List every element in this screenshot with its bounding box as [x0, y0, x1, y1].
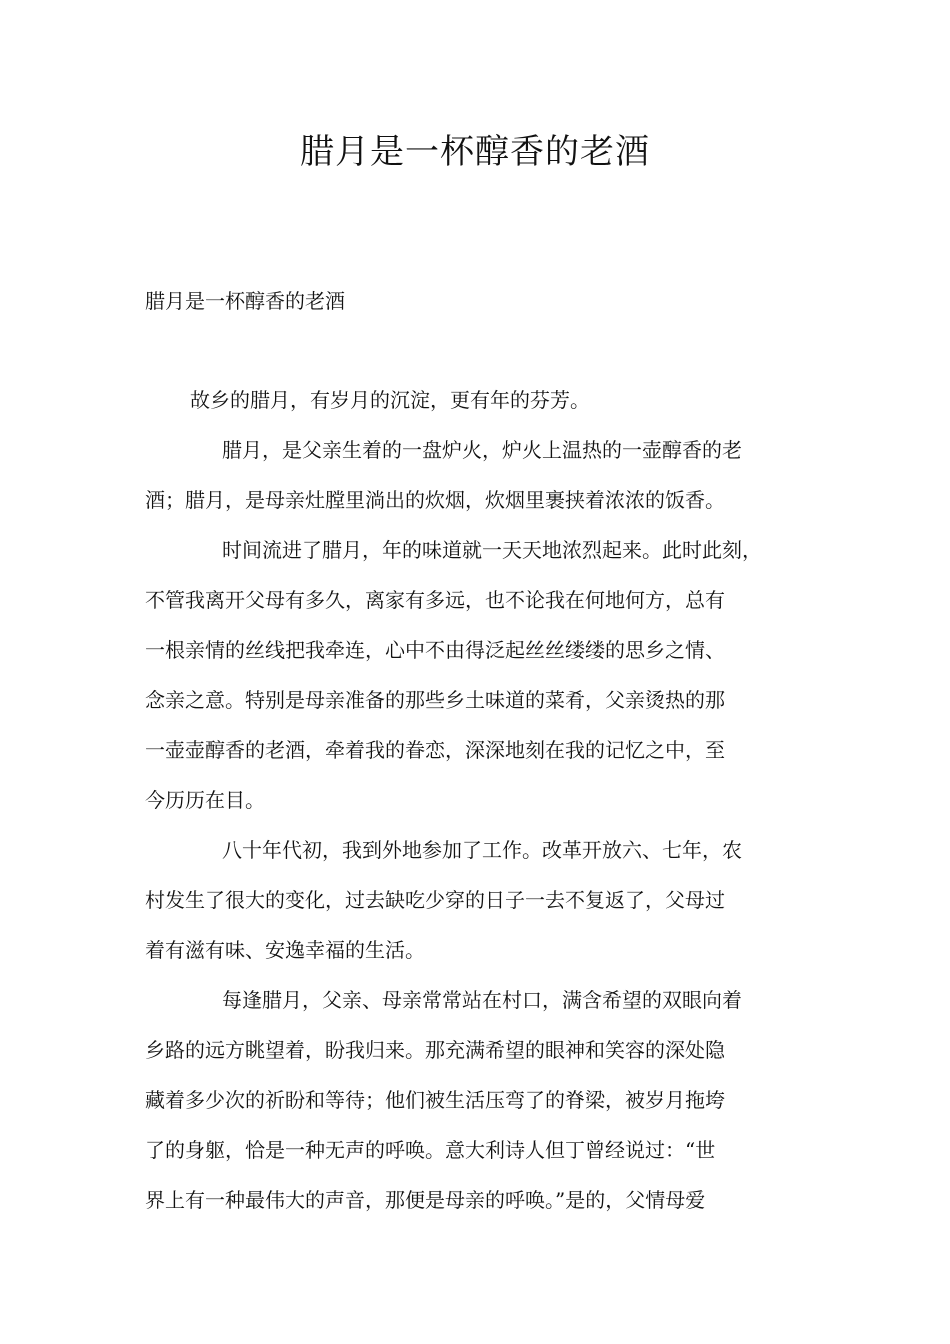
- text-line: 一根亲情的丝线把我牵连，心中不由得泛起丝丝缕缕的思乡之情、: [145, 638, 725, 662]
- document-subtitle: 腊月是一杯醇香的老酒: [145, 289, 345, 313]
- text-line: 村发生了很大的变化，过去缺吃少穿的日子一去不复返了，父母过: [145, 888, 725, 912]
- text-line: 时间流进了腊月，年的味道就一天天地浓烈起来。此时此刻，: [222, 538, 762, 562]
- text-line: 一壶壶醇香的老酒，牵着我的眷恋，深深地刻在我的记忆之中，至: [145, 738, 725, 762]
- text-line: 念亲之意。特别是母亲准备的那些乡土味道的菜肴，父亲烫热的那: [145, 688, 725, 712]
- text-line: 每逢腊月，父亲、母亲常常站在村口，满含希望的双眼向着: [222, 988, 742, 1012]
- text-line: 乡路的远方眺望着，盼我归来。那充满希望的眼神和笑容的深处隐: [145, 1038, 725, 1062]
- intro-paragraph: 故乡的腊月，有岁月的沉淀，更有年的芬芳。: [190, 388, 590, 412]
- text-line: 酒；腊月，是母亲灶膛里淌出的炊烟，炊烟里裹挟着浓浓的饭香。: [145, 488, 725, 512]
- text-line: 不管我离开父母有多久，离家有多远，也不论我在何地何方，总有: [145, 588, 725, 612]
- text-line: 了的身躯，恰是一种无声的呼唤。意大利诗人但丁曾经说过：“世: [145, 1138, 716, 1162]
- text-line: 腊月，是父亲生着的一盘炉火，炉火上温热的一壶醇香的老: [222, 438, 742, 462]
- text-line: 界上有一种最伟大的声音，那便是母亲的呼唤。”是的，父情母爱: [145, 1188, 706, 1212]
- text-line: 八十年代初，我到外地参加了工作。改革开放六、七年，农: [222, 838, 742, 862]
- text-line: 今历历在目。: [145, 788, 265, 812]
- text-line: 藏着多少次的祈盼和等待；他们被生活压弯了的脊梁，被岁月拖垮: [145, 1088, 725, 1112]
- document-title: 腊月是一杯醇香的老酒: [300, 132, 650, 172]
- text-line: 着有滋有味、安逸幸福的生活。: [145, 938, 425, 962]
